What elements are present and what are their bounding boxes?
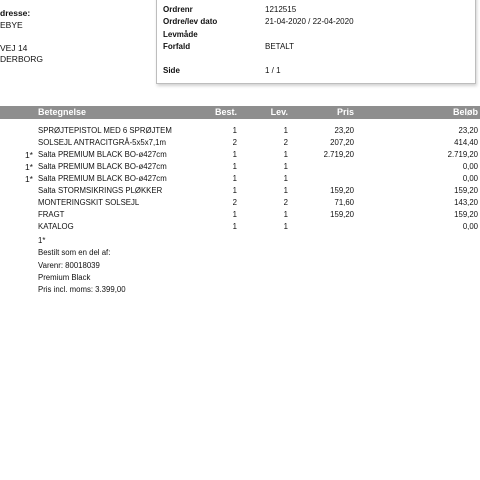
row-ordered: 1 bbox=[232, 162, 237, 171]
info-row-order-number bbox=[163, 5, 296, 14]
table-row bbox=[0, 161, 480, 173]
row-mark: 1* bbox=[24, 174, 33, 184]
bundle-note-text: Bestilt som en del af: bbox=[38, 248, 111, 257]
row-delivered: 1 bbox=[283, 186, 288, 195]
row-description: FRAGT bbox=[38, 210, 65, 219]
info-row-due bbox=[163, 42, 294, 51]
table-row bbox=[0, 137, 480, 149]
info-key: Ordrenr bbox=[163, 5, 193, 14]
info-row-ref bbox=[163, 0, 305, 1]
info-key: Levmåde bbox=[163, 30, 198, 39]
row-ordered: 1 bbox=[232, 174, 237, 183]
bundle-note-price: Pris incl. moms: 3.399,00 bbox=[38, 285, 126, 294]
row-ordered: 1 bbox=[232, 126, 237, 135]
row-ordered: 1 bbox=[232, 186, 237, 195]
info-value: 21-04-2020 / 22-04-2020 bbox=[265, 17, 354, 26]
delivery-address bbox=[0, 8, 43, 66]
table-row bbox=[0, 125, 480, 137]
row-delivered: 2 bbox=[283, 138, 288, 147]
header-ordered: Best. bbox=[214, 107, 237, 117]
row-price: 23,20 bbox=[334, 126, 354, 135]
row-description: Salta PREMIUM BLACK BO-ø427cm bbox=[38, 174, 167, 183]
row-amount: 0,00 bbox=[462, 174, 478, 183]
info-row-page bbox=[163, 66, 281, 75]
row-description: Salta PREMIUM BLACK BO-ø427cm bbox=[38, 162, 167, 171]
row-price: 2.719,20 bbox=[323, 150, 354, 159]
info-row-dates bbox=[163, 17, 354, 26]
row-amount: 159,20 bbox=[454, 186, 478, 195]
row-ordered: 2 bbox=[232, 198, 237, 207]
row-amount: 0,00 bbox=[462, 222, 478, 231]
info-value: 1 / 1 bbox=[265, 66, 281, 75]
address-line: DERBORG bbox=[0, 54, 43, 64]
row-delivered: 1 bbox=[283, 222, 288, 231]
row-delivered: 1 bbox=[283, 126, 288, 135]
header-price: Pris bbox=[336, 107, 354, 117]
row-mark: 1* bbox=[24, 150, 33, 160]
row-price: 207,20 bbox=[330, 138, 354, 147]
row-amount: 23,20 bbox=[458, 126, 478, 135]
info-key: Forfald bbox=[163, 42, 191, 51]
row-delivered: 1 bbox=[283, 174, 288, 183]
row-price: 159,20 bbox=[330, 186, 354, 195]
info-key: Ordre/lev dato bbox=[163, 17, 218, 26]
bundle-note-item-number: Varenr: 80018039 bbox=[38, 261, 100, 270]
row-ordered: 1 bbox=[232, 210, 237, 219]
table-row bbox=[0, 173, 480, 185]
table-row bbox=[0, 209, 480, 221]
row-delivered: 1 bbox=[283, 210, 288, 219]
info-value bbox=[265, 0, 305, 1]
address-line: EBYE bbox=[0, 19, 23, 30]
row-amount: 159,20 bbox=[454, 210, 478, 219]
info-row-delivery-method bbox=[163, 30, 265, 39]
table-row bbox=[0, 221, 480, 233]
order-info-box bbox=[156, 0, 476, 84]
header-delivered: Lev. bbox=[270, 107, 288, 117]
row-price: 159,20 bbox=[330, 210, 354, 219]
table-header bbox=[0, 106, 480, 119]
row-description: KATALOG bbox=[38, 222, 74, 231]
header-amount: Beløb bbox=[452, 107, 478, 117]
row-amount: 414,40 bbox=[454, 138, 478, 147]
row-amount: 0,00 bbox=[462, 162, 478, 171]
row-price: 71,60 bbox=[334, 198, 354, 207]
row-description: SPRØJTEPISTOL MED 6 SPRØJTEM bbox=[38, 126, 172, 135]
row-description: Salta PREMIUM BLACK BO-ø427cm bbox=[38, 150, 167, 159]
row-description: Salta STORMSIKRINGS PLØKKER bbox=[38, 186, 163, 195]
info-key bbox=[163, 0, 265, 1]
row-delivered: 1 bbox=[283, 162, 288, 171]
info-value: 1212515 bbox=[265, 5, 297, 14]
row-description: MONTERINGSKIT SOLSEJL bbox=[38, 198, 140, 207]
info-key: Side bbox=[163, 66, 180, 75]
row-description: SOLSEJL ANTRACITGRÅ-5x5x7,1m bbox=[38, 138, 166, 147]
table-row bbox=[0, 197, 480, 209]
table-row bbox=[0, 149, 480, 161]
address-line bbox=[0, 31, 43, 43]
bundle-note-mark: 1* bbox=[38, 236, 46, 245]
table-row bbox=[0, 185, 480, 197]
row-ordered: 2 bbox=[232, 138, 237, 147]
row-ordered: 1 bbox=[232, 150, 237, 159]
row-ordered: 1 bbox=[232, 222, 237, 231]
row-delivered: 1 bbox=[283, 150, 288, 159]
bundle-note-product: Premium Black bbox=[38, 273, 91, 282]
row-amount: 2.719,20 bbox=[447, 150, 478, 159]
row-amount: 143,20 bbox=[454, 198, 478, 207]
address-line: VEJ 14 bbox=[0, 42, 28, 53]
row-delivered: 2 bbox=[283, 198, 288, 207]
row-mark: 1* bbox=[24, 162, 33, 172]
header-description: Betegnelse bbox=[38, 107, 87, 117]
info-value: BETALT bbox=[265, 42, 295, 51]
address-label: dresse: bbox=[0, 8, 31, 18]
